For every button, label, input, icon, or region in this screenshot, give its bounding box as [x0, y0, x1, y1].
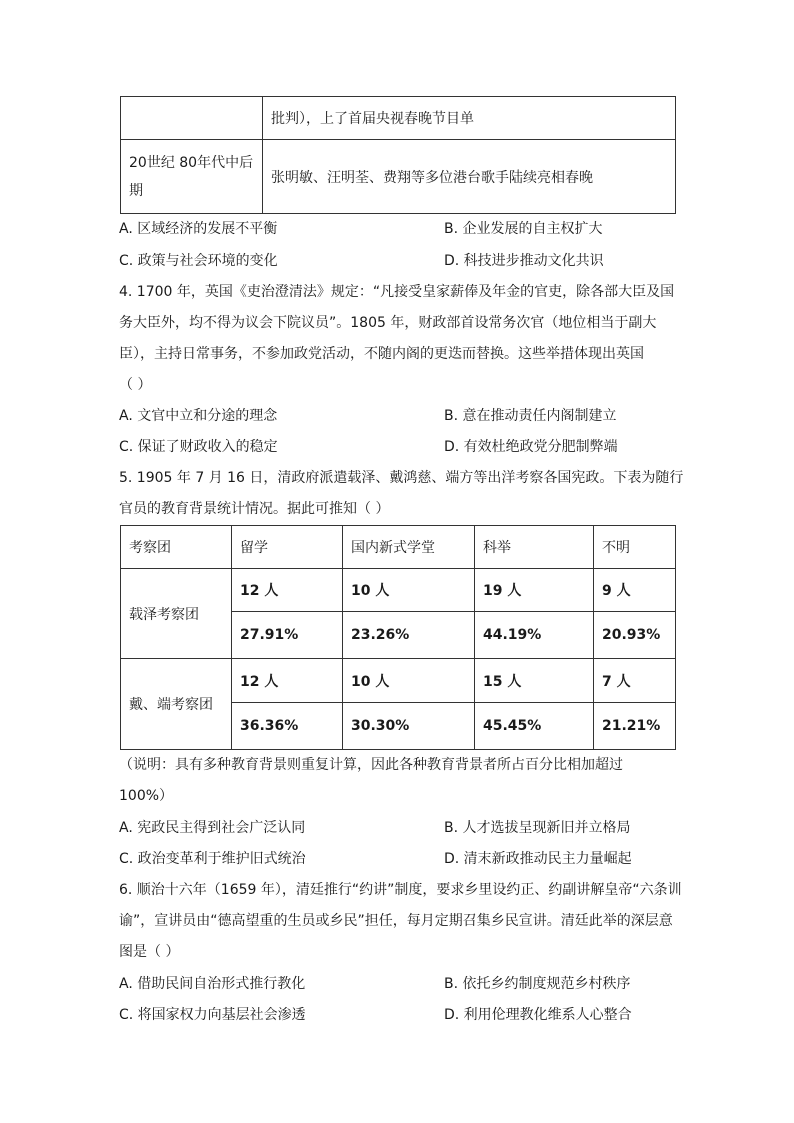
- q4-stem-line-1: 4. 1700 年，英国《吏治澄清法》规定：“凡接受皇家薪俸及年金的官吏，除各部大臣及国: [119, 284, 675, 300]
- group-name-cell: 载泽考察团: [121, 569, 232, 659]
- count-cell: 12 人: [232, 659, 343, 703]
- table-row: [121, 140, 676, 214]
- header-cell: 考察团: [121, 526, 232, 569]
- percent-cell: 36.36%: [232, 703, 343, 750]
- q6-option-a[interactable]: A. 借助民间自治形式推行教化: [119, 976, 306, 992]
- q4-option-d[interactable]: D. 有效杜绝政党分肥制弊端: [444, 439, 618, 455]
- q6-stem-line-3: 图是（ ）: [119, 944, 180, 960]
- table-header-row: [121, 526, 676, 569]
- q4-stem-line-3: 臣），主持日常事务，不参加政党活动，不随内阁的更迭而替换。这些举措体现出英国: [119, 346, 644, 362]
- percent-cell: 45.45%: [475, 703, 594, 750]
- percent-cell: 20.93%: [594, 612, 676, 659]
- q5-option-d[interactable]: D. 清末新政推动民主力量崛起: [444, 851, 632, 867]
- count-cell: 9 人: [594, 569, 676, 612]
- table-row: [121, 569, 676, 612]
- q5-option-b[interactable]: B. 人才选拔呈现新旧并立格局: [444, 820, 631, 836]
- header-cell: 科举: [475, 526, 594, 569]
- table-row: [121, 97, 676, 140]
- q6-stem-line-2: 谕”，宣讲员由“德高望重的生员或乡民”担任，每月定期召集乡民宣讲。清廷此举的深层意: [119, 913, 673, 929]
- percent-cell: 44.19%: [475, 612, 594, 659]
- table-cell: 批判），上了首届央视春晚节目单: [263, 97, 676, 140]
- table-cell-period: [121, 140, 263, 214]
- table-cell: 张明敏、汪明荃、费翔等多位港台歌手陆续亮相春晚: [263, 140, 676, 214]
- q6-option-b[interactable]: B. 依托乡约制度规范乡村秩序: [444, 976, 631, 992]
- q6-option-d[interactable]: D. 利用伦理教化维系人心整合: [444, 1007, 632, 1023]
- period-line-2: 期: [129, 182, 143, 199]
- q5-note-line-1: （说明：具有多种教育背景则重复计算，因此各种教育背景者所占百分比相加超过: [119, 757, 623, 773]
- percent-cell: 23.26%: [343, 612, 475, 659]
- q4-option-a[interactable]: A. 文官中立和分途的理念: [119, 408, 278, 424]
- q4-option-b[interactable]: B. 意在推动责任内阁制建立: [444, 408, 617, 424]
- count-cell: 10 人: [343, 659, 475, 703]
- q6-stem-line-1: 6. 顺治十六年（1659 年），清廷推行“约讲”制度，要求乡里设约正、约副讲解皇帝“六条训: [119, 882, 682, 898]
- q3-option-c[interactable]: C. 政策与社会环境的变化: [119, 253, 278, 269]
- percent-cell: 21.21%: [594, 703, 676, 750]
- count-cell: 15 人: [475, 659, 594, 703]
- q5-stem-line-2: 官员的教育背景统计情况。据此可推知（ ）: [119, 501, 390, 517]
- count-cell: 10 人: [343, 569, 475, 612]
- q5-option-c[interactable]: C. 政治变革利于维护旧式统治: [119, 851, 306, 867]
- q4-stem-line-2: 务大臣外，均不得为议会下院议员”。1805 年，财政部首设常务次官（地位相当于副大: [119, 315, 657, 331]
- percent-cell: 30.30%: [343, 703, 475, 750]
- table-cell-empty: [121, 97, 263, 140]
- q3-option-a[interactable]: A. 区域经济的发展不平衡: [119, 221, 278, 237]
- table-inspection-education: [120, 525, 676, 750]
- header-cell: 国内新式学堂: [343, 526, 475, 569]
- q5-note-line-2: 100%）: [119, 788, 174, 804]
- group-name-cell: 戴、端考察团: [121, 659, 232, 750]
- count-cell: 19 人: [475, 569, 594, 612]
- q4-answer-blank: （ ）: [119, 377, 152, 393]
- q5-stem-line-1: 5. 1905 年 7 月 16 日，清政府派遣载泽、戴鸿慈、端方等出洋考察各国宪政。下表为随行: [119, 470, 684, 486]
- q3-option-d[interactable]: D. 科技进步推动文化共识: [444, 253, 604, 269]
- q6-option-c[interactable]: C. 将国家权力向基层社会渗透: [119, 1007, 306, 1023]
- count-cell: 7 人: [594, 659, 676, 703]
- percent-cell: 27.91%: [232, 612, 343, 659]
- header-cell: 留学: [232, 526, 343, 569]
- period-line-1: 20世纪 80年代中后: [129, 154, 254, 171]
- table-spring-festival-gala: [120, 96, 676, 214]
- q3-option-b[interactable]: B. 企业发展的自主权扩大: [444, 221, 603, 237]
- header-cell: 不明: [594, 526, 676, 569]
- table-row: [121, 659, 676, 703]
- q5-option-a[interactable]: A. 宪政民主得到社会广泛认同: [119, 820, 306, 836]
- count-cell: 12 人: [232, 569, 343, 612]
- q4-option-c[interactable]: C. 保证了财政收入的稳定: [119, 439, 278, 455]
